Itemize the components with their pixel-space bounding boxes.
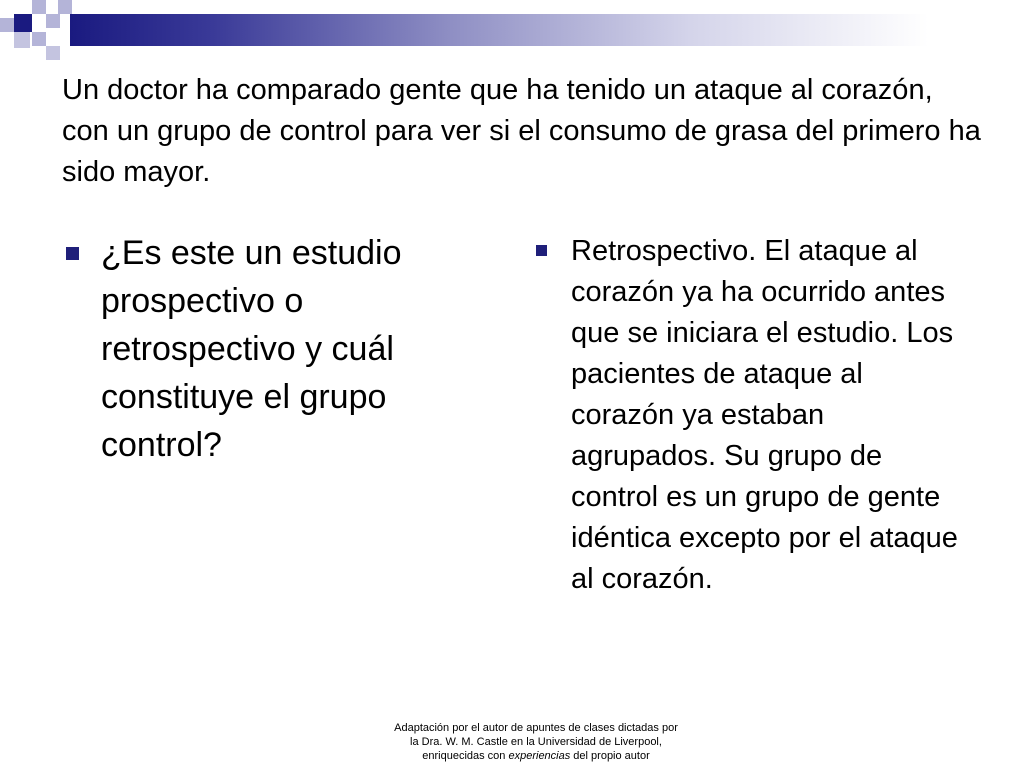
square-bullet-icon — [66, 247, 79, 260]
footer-line-3-prefix: enriquecidas con — [422, 750, 509, 762]
footer-line-2: la Dra. W. M. Castle en la Universidad de Liverpool, — [410, 736, 662, 748]
decor-square — [32, 0, 46, 14]
question-bullet — [62, 229, 462, 469]
header-decoration — [0, 0, 1024, 60]
footer-line-1: Adaptación por el autor de apuntes de clases dictadas por — [394, 722, 678, 734]
decor-square — [14, 32, 30, 48]
decor-square — [46, 14, 60, 28]
question-text: ¿Es este un estudio prospectivo o retrospectivo y cuál constituye el grupo control? — [101, 234, 402, 464]
footer-line-3-suffix: del propio autor — [570, 750, 650, 762]
question-column — [62, 229, 462, 469]
answer-column — [532, 231, 972, 600]
footer-line-3-emphasis: experiencias — [508, 750, 571, 762]
decor-square — [58, 0, 72, 14]
answer-bullet — [532, 231, 972, 600]
footer-credit — [362, 721, 710, 763]
answer-text: Retrospectivo. El ataque al corazón ya ha ocurrido antes que se iniciara el estudio. Los pacientes de ataque al corazón ya estaban agrupados. Su grupo de control es un grupo de gente idéntica excepto por el ataque al corazón. — [571, 235, 958, 595]
slide-title: Un doctor ha comparado gente que ha tenido un ataque al corazón, con un grupo de control para ver si el consumo de grasa del primero ha sido mayor. — [62, 74, 981, 188]
header-gradient-bar — [70, 14, 1024, 46]
square-bullet-icon — [536, 245, 547, 256]
decor-square — [14, 14, 32, 32]
decor-square — [0, 18, 14, 32]
decor-square — [46, 46, 60, 60]
decor-square — [32, 32, 46, 46]
